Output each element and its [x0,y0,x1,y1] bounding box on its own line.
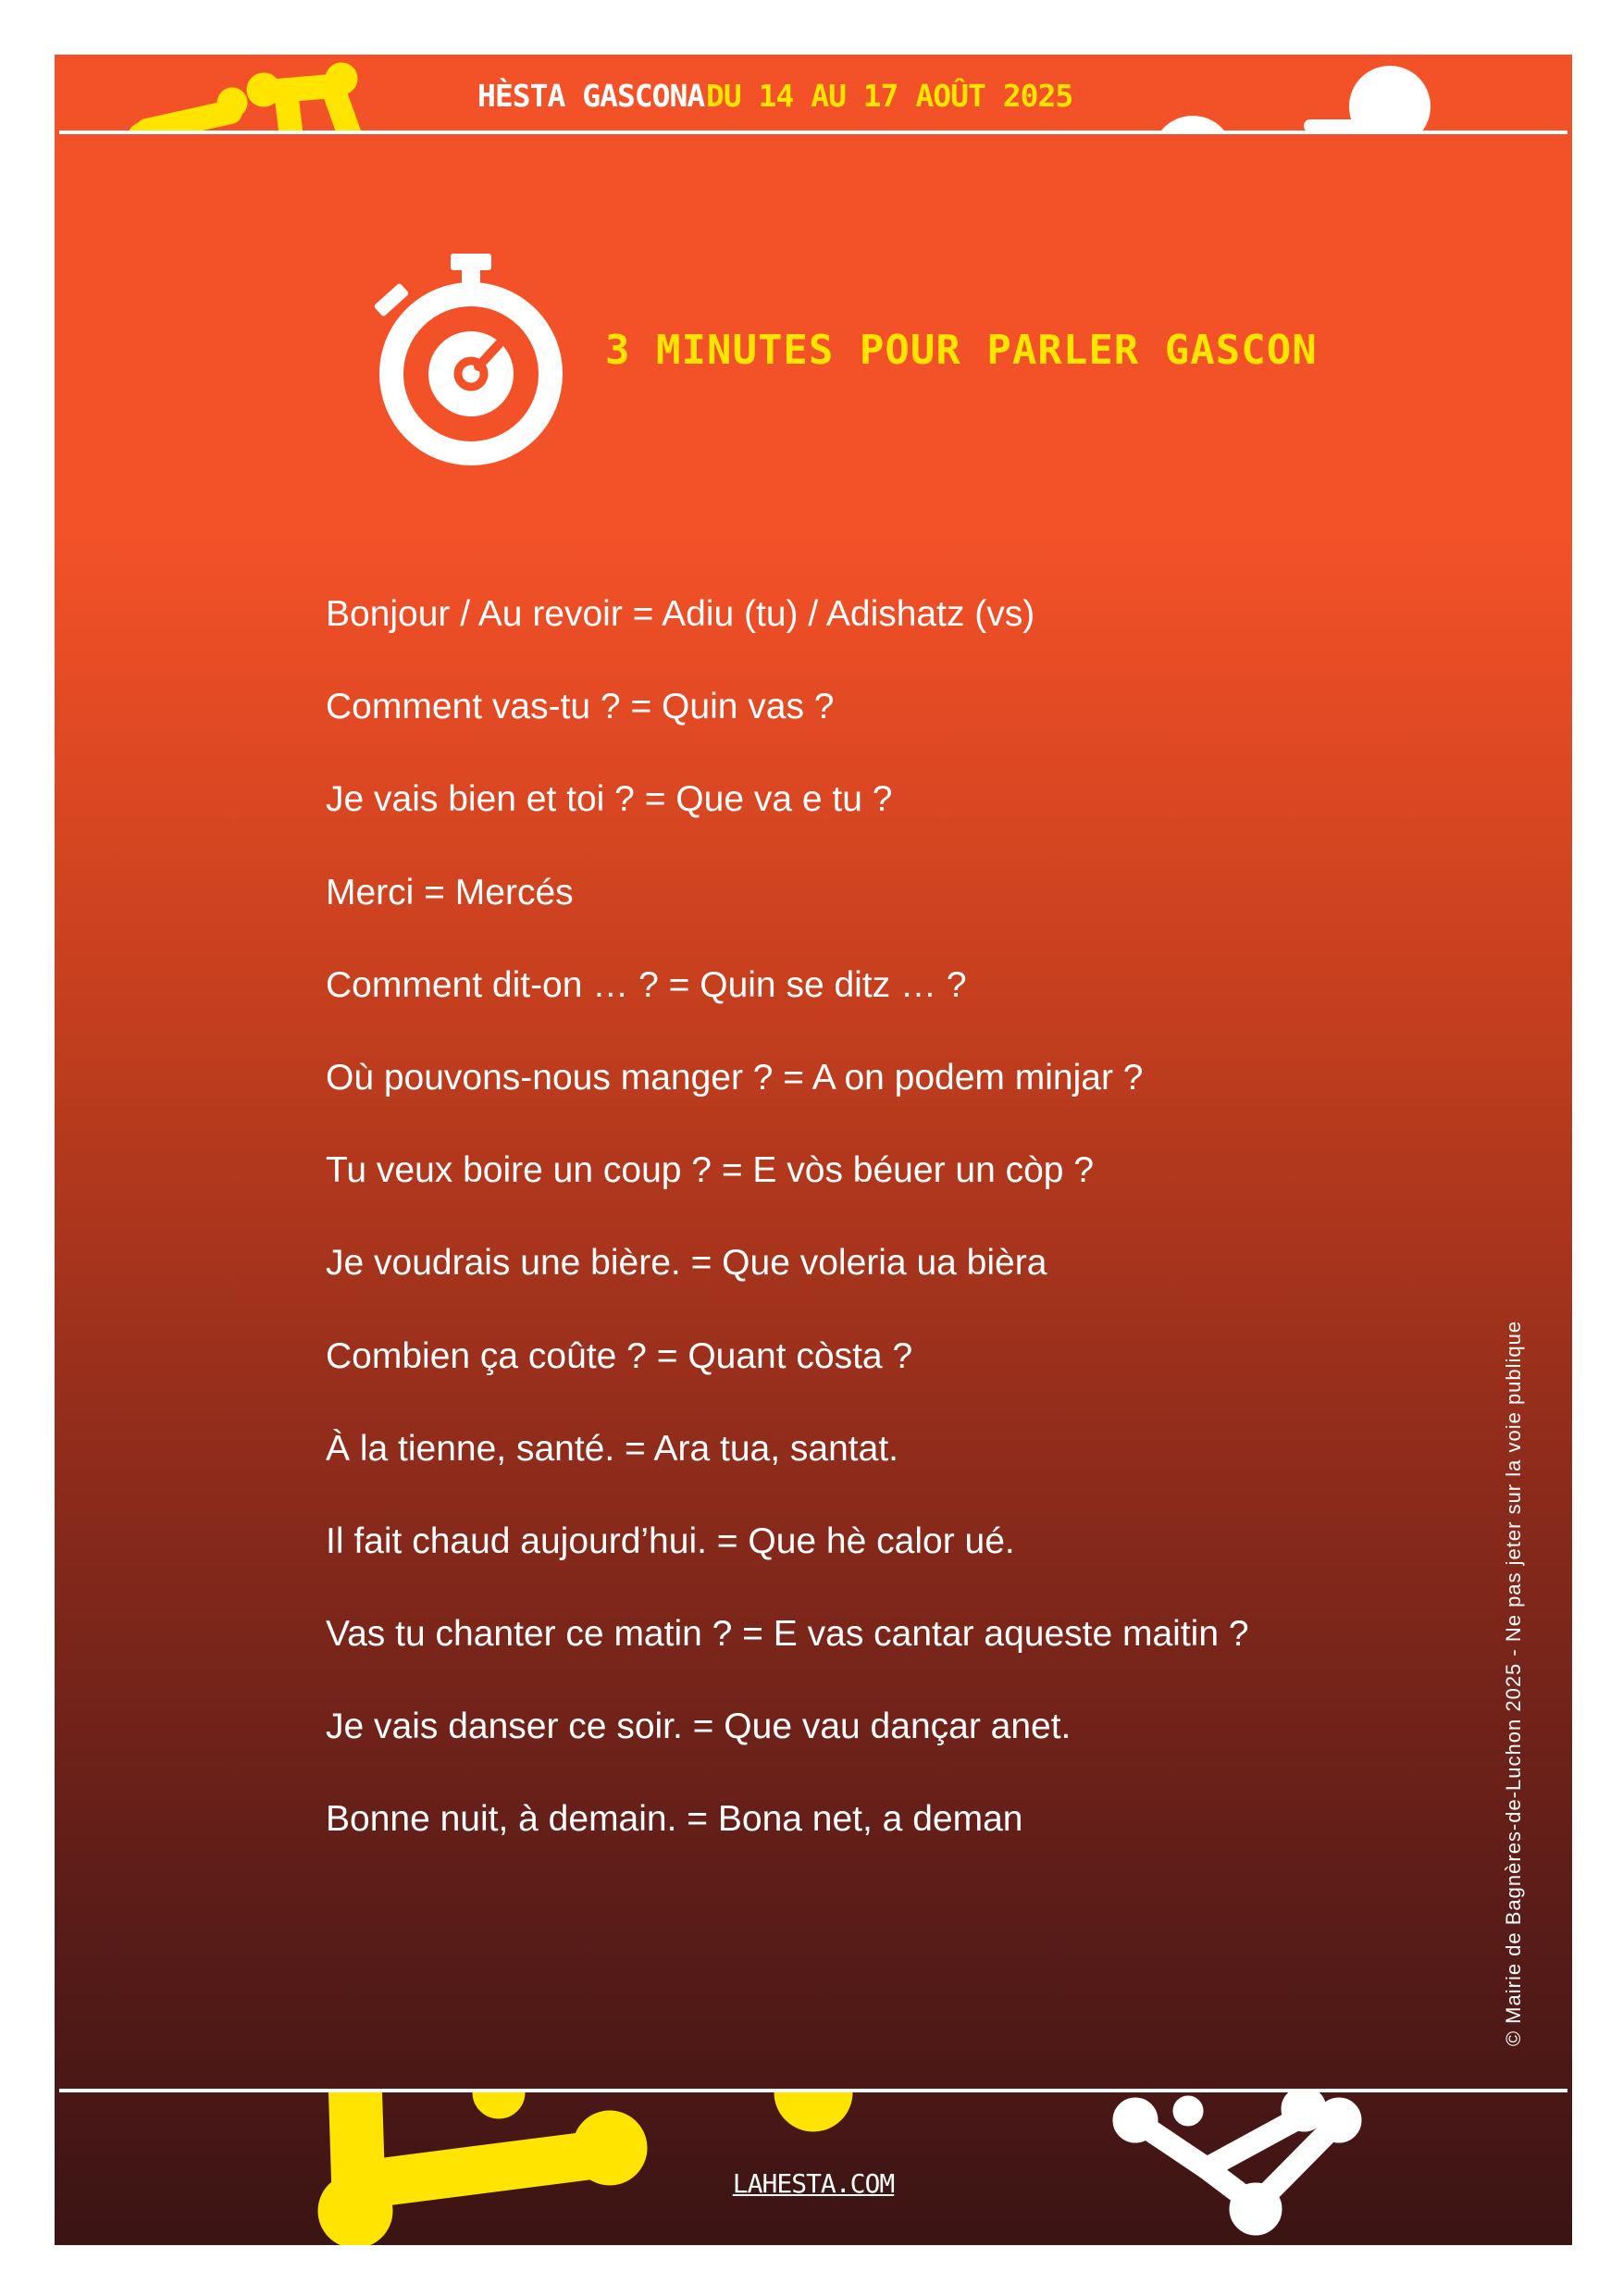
phrase-list [326,587,1436,1885]
phrase-item: Merci = Mercés [326,872,574,912]
festival-name: HÈSTA GASCONA [477,78,705,114]
phrase-item: Bonne nuit, à demain. = Bona net, a deman [326,1799,1023,1840]
phrase-item: Comment dit-on … ? = Quin se ditz … ? [326,964,967,1005]
poster [55,55,1572,2245]
phrase-item: Il fait chaud aujourd’hui. = Que hè calor ué. [326,1520,1015,1561]
copyright-credit: © Mairie de Bagnères-de-Luchon 2025 - Ne pas jeter sur la voie publique [1502,1320,1525,2047]
phrase-item: Comment vas-tu ? = Quin vas ? [326,687,835,727]
phrase-item: Je vais bien et toi ? = Que va e tu ? [326,779,893,820]
phrase-item: Je vais danser ce soir. = Que vau dançar anet. [326,1706,1072,1747]
stopwatch-icon [360,244,573,466]
website-link[interactable]: LAHESTA.COM [732,2168,895,2199]
white-bone-shape-footer [1054,2092,1443,2245]
phrase-item: Je voudrais une bière. = Que voleria ua bièra [326,1243,1047,1284]
phrase-item: Tu veux boire un coup ? = E vòs béuer un còp ? [326,1150,1095,1191]
header [55,55,1572,134]
phrase-item: Bonjour / Au revoir = Adiu (tu) / Adishatz (vs) [326,594,1035,634]
phrase-item: Combien ça coûte ? = Quant còsta ? [326,1335,913,1376]
header-rule [59,130,1567,134]
phrase-item: Vas tu chanter ce matin ? = E vas cantar aqueste maitin ? [326,1614,1249,1655]
yellow-bone-shape-header [129,55,462,134]
page-title: 3 MINUTES POUR PARLER GASCON [605,327,1318,374]
festival-dates: DU 14 AU 17 AOÛT 2025 [706,78,1073,114]
white-circles-shape-header [1091,55,1461,134]
footer [55,2092,1572,2245]
phrase-item: À la tienne, santé. = Ara tua, santat. [326,1428,898,1469]
phrase-item: Où pouvons-nous manger ? = A on podem minjar ? [326,1057,1144,1098]
